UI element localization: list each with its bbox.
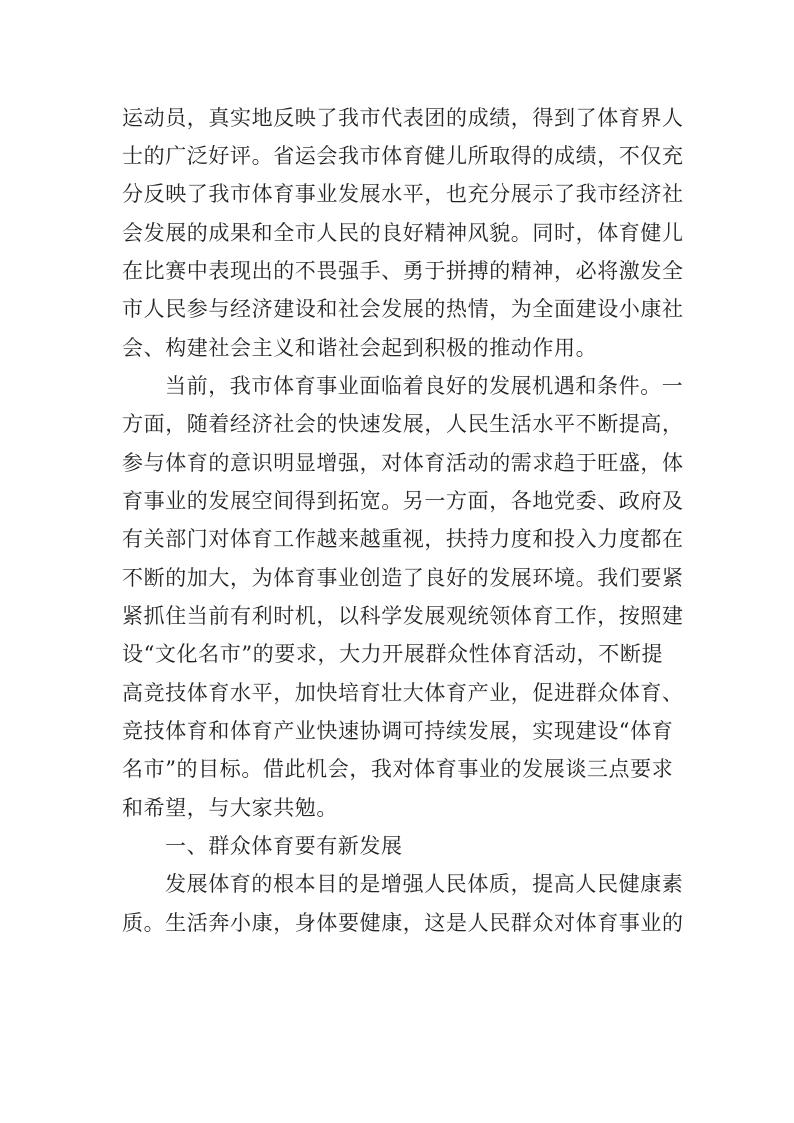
text-line: 不断的加大，为体育事业创造了良好的发展环境。我们要紧 bbox=[122, 566, 684, 590]
text-line: 质。生活奔小康，身体要健康，这是人民群众对体育事业的 bbox=[122, 911, 684, 935]
text-line: 会、构建社会主义和谐社会起到积极的推动作用。 bbox=[122, 336, 598, 360]
text-line: 方面，随着经济社会的快速发展，人民生活水平不断提高， bbox=[122, 412, 684, 436]
text-line: 运动员，真实地反映了我市代表团的成绩，得到了体育界人 bbox=[122, 106, 684, 130]
text-line: 育事业的发展空间得到拓宽。另一方面，各地党委、政府及 bbox=[122, 489, 684, 513]
text-line: 士的广泛好评。省运会我市体育健儿所取得的成绩，不仅充 bbox=[122, 144, 684, 168]
text-line: 参与体育的意识明显增强，对体育活动的需求趋于旺盛，体 bbox=[122, 451, 684, 475]
text-line: 高竞技体育水平，加快培育壮大体育产业，促进群众体育、 bbox=[122, 681, 684, 705]
text-line: 在比赛中表现出的不畏强手、勇于拼搏的精神，必将激发全 bbox=[122, 259, 684, 283]
text-line: 市人民参与经济建设和社会发展的热情，为全面建设小康社 bbox=[122, 297, 684, 321]
text-line: 会发展的成果和全市人民的良好精神风貌。同时，体育健儿 bbox=[122, 221, 684, 245]
text-line: 有关部门对体育工作越来越重视，扶持力度和投入力度都在 bbox=[122, 527, 684, 551]
paragraph-first-line: 当前，我市体育事业面临着良好的发展机遇和条件。一 bbox=[165, 374, 684, 398]
text-line: 名市”的目标。借此机会，我对体育事业的发展谈三点要求 bbox=[122, 757, 674, 781]
text-line: 和希望，与大家共勉。 bbox=[122, 796, 338, 820]
section-heading: 一、群众体育要有新发展 bbox=[165, 834, 403, 858]
text-line: 紧抓住当前有利时机，以科学发展观统领体育工作，按照建 bbox=[122, 604, 684, 628]
text-line: 分反映了我市体育事业发展水平，也充分展示了我市经济社 bbox=[122, 182, 684, 206]
paragraph-first-line: 发展体育的根本目的是增强人民体质，提高人民健康素 bbox=[165, 872, 684, 896]
text-line: 竞技体育和体育产业快速协调可持续发展，实现建设“体育 bbox=[122, 719, 674, 743]
text-line: 设“文化名市”的要求，大力开展群众性体育活动，不断提 bbox=[122, 642, 664, 666]
